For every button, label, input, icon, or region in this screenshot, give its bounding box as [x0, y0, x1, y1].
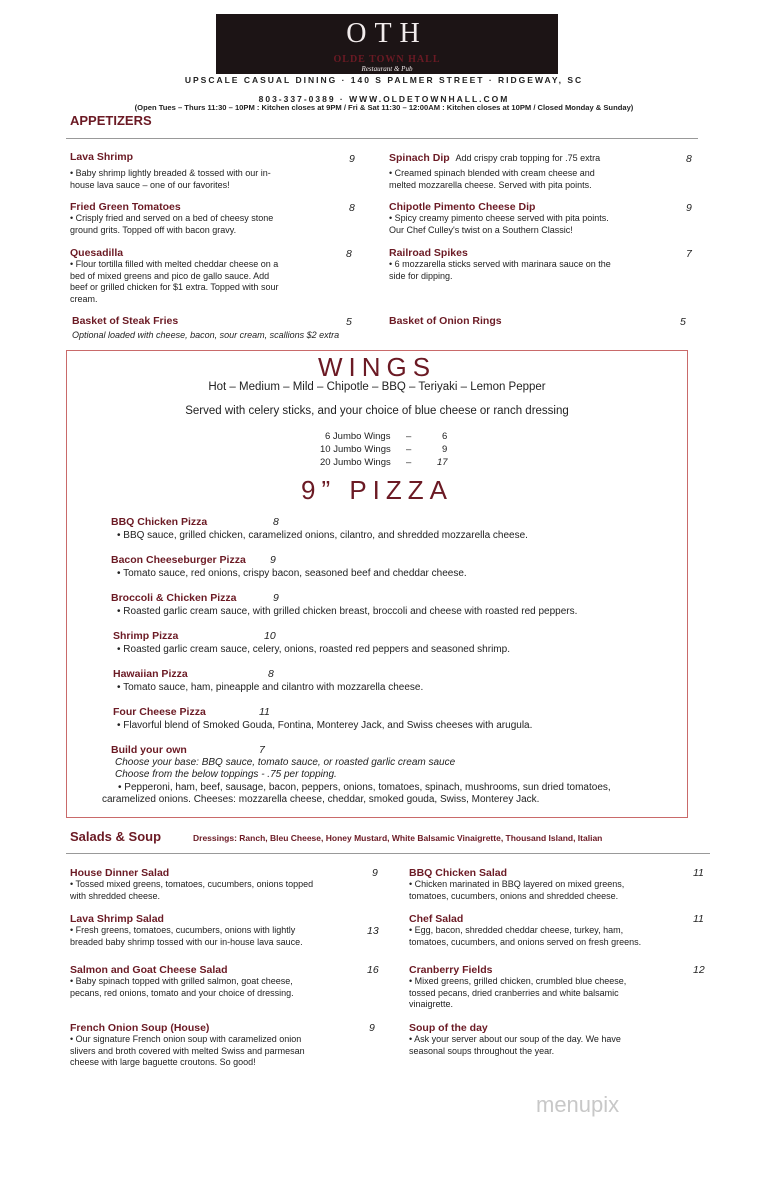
menu-item-description: • 6 mozzarella sticks served with marinara sauce on the side for dipping. [389, 259, 611, 281]
menu-item-name: Chipotle Pimento Cheese Dip [389, 201, 536, 213]
menu-item-description: • Egg, bacon, shredded cheddar cheese, turkey, ham, tomatoes, cucumbers, and onions served on fresh greens. [409, 925, 642, 947]
menu-item-name: Broccoli & Chicken Pizza [111, 592, 237, 604]
wings-title: WINGS [317, 352, 437, 382]
menu-item-name: Build your own [111, 744, 187, 756]
menu-item-name: Salmon and Goat Cheese Salad [70, 964, 228, 976]
menu-item-name: Cranberry Fields [409, 964, 493, 976]
menu-item-description: Optional loaded with cheese, bacon, sour cream, scallions $2 extra [72, 330, 340, 340]
salads-divider [66, 853, 710, 854]
menu-item-description: • Tossed mixed greens, tomatoes, cucumbers, onions topped with shredded cheese. [70, 879, 314, 901]
logo-mark: OTH [346, 18, 428, 49]
menu-item-price: 8 [349, 202, 355, 214]
menu-item-name: Quesadilla [70, 247, 124, 259]
menu-item-description: • Creamed spinach blended with cream cheese and melted mozzarella cheese. Served with pita points. [389, 168, 595, 190]
menu-item-name: Chef Salad [409, 913, 464, 925]
menu-item-price: 8 [346, 248, 352, 260]
menu-item-description: • Baby spinach topped with grilled salmon, goat cheese, pecans, red onions, tomato and your choice of dressing. [70, 976, 294, 998]
menu-item-price: 5 [680, 316, 686, 328]
menu-item-description: • BBQ sauce, grilled chicken, caramelized onions, cilantro, and shredded mozzarella cheese. [117, 530, 528, 541]
menu-item-price: 9 [369, 1022, 375, 1034]
menu-item-name: House Dinner Salad [70, 867, 170, 879]
menu-item-description: • Roasted garlic cream sauce, celery, onions, roasted red peppers and seasoned shrimp. [117, 644, 510, 655]
menu-item-price: 12 [693, 964, 705, 976]
menu-item-description: • Our signature French onion soup with caramelized onion slivers and broth covered with melted Swiss and parmesan cheese with large baguette croutons. So good! [70, 1034, 305, 1067]
menu-item-price: 10 [264, 630, 276, 642]
tagline: UPSCALE CASUAL DINING · 140 S PALMER STREET · RIDGEWAY, SC [184, 75, 584, 85]
menu-item-price: 11 [693, 913, 704, 925]
menu-item-description: • Ask your server about our soup of the day. We have seasonal soups throughout the year. [409, 1034, 621, 1056]
menupix-watermark: menupix [536, 1092, 620, 1117]
pizza-title: 9” PIZZA [300, 475, 453, 505]
menu-item-name: Bacon Cheeseburger Pizza [111, 554, 246, 566]
menu-item-name: BBQ Chicken Salad [409, 867, 508, 879]
appetizers-divider [66, 138, 698, 139]
menu-item-price: 7 [686, 248, 692, 260]
menu-item-price: 13 [367, 925, 379, 937]
menu-item-price: 8 [686, 153, 692, 165]
menu-item-price: 9 [349, 153, 355, 165]
menu-item-name: Spinach Dip Add crispy crab topping for .75 extra [389, 152, 601, 164]
menu-item-name: Fried Green Tomatoes [70, 201, 181, 213]
menu-item-name: Soup of the day [409, 1022, 488, 1034]
menu-item-name: Hawaiian Pizza [113, 668, 188, 680]
menu-item-name: Basket of Steak Fries [72, 315, 179, 327]
menu-item-description: • Chicken marinated in BBQ layered on mixed greens, tomatoes, cucumbers, onions and shredded cheese. [409, 879, 625, 901]
menu-item-name: French Onion Soup (House) [70, 1022, 210, 1034]
menu-item-description: • Fresh greens, tomatoes, cucumbers, onions with lightly breaded baby shrimp tossed with our in-house lava sauce. [70, 925, 303, 947]
menu-item-description: • Tomato sauce, ham, pineapple and cilantro with mozzarella cheese. [117, 682, 424, 693]
menu-item-name: Four Cheese Pizza [113, 706, 206, 718]
menu-item-price: 7 [259, 744, 265, 756]
menu-item-price: 9 [270, 554, 276, 566]
menu-item-price: 11 [259, 706, 270, 718]
appetizers-title: APPETIZERS [70, 113, 152, 128]
menu-item-name: Lava Shrimp Salad [70, 913, 164, 925]
menu-item-name: Lava Shrimp [70, 151, 134, 163]
hours-line: (Open Tues – Thurs 11:30 – 10PM : Kitchen closes at 9PM / Fri & Sat 11:30 – 12:00AM : Kitchen closes at 10PM / Closed Monday & Sunday) [134, 103, 634, 112]
logo-name: OLDE TOWN HALL [333, 54, 441, 65]
menu-item-price: 8 [273, 516, 279, 528]
menu-item-description: • Tomato sauce, red onions, crispy bacon, seasoned beef and cheddar cheese. [117, 568, 467, 579]
build-base-note: Choose your base: BBQ sauce, tomato sauce, or roasted garlic cream sauce [115, 757, 456, 768]
salads-title: Salads & Soup [70, 829, 162, 844]
menu-item-name: BBQ Chicken Pizza [111, 516, 208, 528]
menu-item-description: • Mixed greens, grilled chicken, crumbled blue cheese, tossed pecans, dried cranberries and white balsamic vinaigrette. [409, 976, 627, 1009]
build-toppings-note: Choose from the below toppings - .75 per topping. [115, 769, 337, 780]
menu-item-description: • Flour tortilla filled with melted cheddar cheese on a bed of mixed greens and pico de gallo sauce. Add beef or grilled chicken for $1 extra. Topped with sour cream. [70, 259, 279, 304]
wing-flavors: Hot – Medium – Mild – Chipotle – BBQ – Teriyaki – Lemon Pepper [208, 381, 546, 393]
menu-item-price: 9 [273, 592, 279, 604]
menu-item-price: 5 [346, 316, 352, 328]
logo-subtitle: Restaurant & Pub [361, 65, 413, 73]
menu-item-price: 9 [686, 202, 692, 214]
menu-item-price: 11 [693, 867, 704, 879]
menu-item-description: • Roasted garlic cream sauce, with grilled chicken breast, broccoli and cheese with roasted red peppers. [117, 606, 578, 617]
menu-item-name: Railroad Spikes [389, 247, 468, 259]
menu-item-price: 16 [367, 964, 379, 976]
menu-item-description: • Baby shrimp lightly breaded & tossed with our in- house lava sauce – one of our favorites! [70, 168, 271, 190]
contact-line: 803-337-0389 · WWW.OLDETOWNHALL.COM [258, 94, 510, 104]
wing-served-note: Served with celery sticks, and your choice of blue cheese or ranch dressing [185, 405, 569, 417]
menu-item-name: Basket of Onion Rings [389, 315, 502, 327]
menu-item-description: • Spicy creamy pimento cheese served with pita points. Our Chef Culley's twist on a Southern Classic! [389, 213, 609, 235]
menu-item-description: • Crisply fried and served on a bed of cheesy stone ground grits. Topped off with bacon gravy. [70, 213, 274, 235]
menu-item-price: 8 [268, 668, 274, 680]
menu-item-name: Shrimp Pizza [113, 630, 179, 642]
build-toppings-list: • Pepperoni, ham, beef, sausage, bacon, peppers, onions, tomatoes, spinach, mushrooms, sun dried tomatoes, caramelized onions. Cheeses: mozzarella cheese, cheddar, smoked gouda, Swiss, Monterey Jack. [102, 782, 611, 805]
restaurant-logo [216, 14, 558, 74]
menu-item-note: Add crispy crab topping for .75 extra [455, 153, 601, 163]
menu-item-price: 9 [372, 867, 378, 879]
dressings-list: Dressings: Ranch, Bleu Cheese, Honey Mustard, White Balsamic Vinaigrette, Thousand Island, Italian [193, 833, 603, 843]
menu-item-description: • Flavorful blend of Smoked Gouda, Fontina, Monterey Jack, and Swiss cheeses with arugula. [117, 720, 533, 731]
